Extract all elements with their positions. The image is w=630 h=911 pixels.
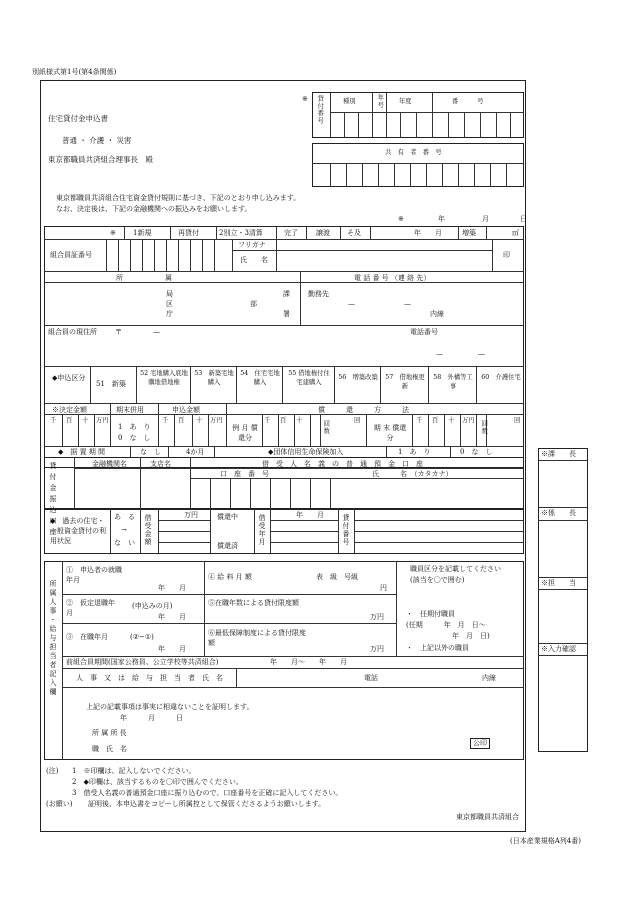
kai-label-1: 回数: [322, 420, 330, 435]
note-2: 2 ◆印欄は、該当するものを〇印で囲んでください。: [72, 778, 243, 786]
period-end-label: 期 末 償還分: [373, 424, 407, 442]
hr-q4-yen: 円: [380, 584, 387, 592]
borrow-amount-unit: 万円: [184, 511, 198, 519]
period-use-nashi: 0 な し: [118, 434, 151, 442]
bank-name-label: 金融機関名: [92, 460, 127, 468]
home-phone-dash-2: —: [478, 350, 485, 358]
hr-q4-label: ④ 給 料 月 額: [208, 573, 252, 581]
category-other: ・ 上記以外の職員: [406, 644, 469, 652]
monthly-repay-label: 例 月 償還分: [232, 424, 258, 442]
certify-statement: 上記の記載事項は事実に相違ないことを証明します。: [86, 703, 254, 711]
purpose-60: 60 介護住宅: [481, 374, 521, 381]
request-lead: (お願い): [46, 800, 73, 808]
digit-hyaku-3: 百: [280, 417, 287, 424]
type-retro: そ及: [347, 229, 361, 237]
insurance-ari: 1 あ り: [398, 448, 431, 456]
digit-juu-4: 十: [448, 417, 455, 424]
hr-q2-ym: 年 月: [158, 613, 186, 621]
hr-q6-label: ⑥最低保障制度による貸付限度額: [208, 629, 306, 647]
loan-no-side: 貸付番号: [316, 95, 324, 125]
purpose-label: ◆申込区分: [52, 374, 86, 382]
intro-line-1: 東京都職員共済組合住宅資金貸付規則に基づき、下記のとおり申し込みます。: [56, 194, 301, 202]
app-amount-label: 申込金額: [172, 406, 200, 414]
stamp-input-check: ※入力確認: [541, 645, 576, 653]
type-ym: 年 月: [414, 229, 442, 237]
digit-man-4: 万円: [462, 417, 475, 424]
form-title: 住宅貸付金申込書: [48, 114, 108, 123]
hr-q3-label: ③ 在職年月: [66, 633, 108, 641]
digit-sen-4: 千: [416, 417, 423, 424]
category-note: (該当を〇で囲む): [410, 576, 465, 584]
digit-sen-2: 千: [162, 417, 169, 424]
date-star: ※: [398, 215, 404, 223]
bank-side-label: 貸付金振込口座: [49, 462, 57, 539]
type-new: 1新規: [133, 229, 152, 237]
stamp-kakaricho: ※係 長: [541, 509, 576, 517]
hr-q5-unit: 万円: [370, 613, 384, 621]
purpose-53: 53 新築宅地購入: [194, 370, 234, 386]
addressee: 東京都職員共済組合理事長 殿: [48, 155, 153, 164]
home-phone-label: 電話番号: [410, 328, 438, 336]
type-complete: 完了: [284, 229, 298, 237]
date-month: 月: [482, 215, 489, 223]
affiliation-kyoku: 局: [166, 290, 173, 298]
hr-q3-calc: (②−①): [130, 633, 154, 641]
hr-q2-label: ② 仮定退職年月: [66, 599, 115, 617]
digit-sen-1: 千: [50, 417, 57, 424]
borrow-ym: 年 月: [296, 511, 324, 519]
prior-service-ym: 年 月〜 年 月: [270, 658, 347, 666]
hr-q3-ym: 年 月: [158, 645, 186, 653]
purpose-54: 54 住宅宅地購入: [240, 370, 280, 386]
decision-amount-label: ※決定金額: [52, 406, 87, 414]
digit-juu-1: 十: [82, 417, 89, 424]
phone-ext-label: 内線: [430, 310, 444, 318]
home-phone-dash-1: —: [436, 350, 443, 358]
type-extension: 増築: [462, 229, 476, 237]
digit-juu-3: 十: [296, 417, 303, 424]
past-loan-label: ◆ 過去の住宅・一般資金貸付の利用状況: [50, 517, 106, 546]
notes-lead: (注): [46, 767, 59, 775]
name-label: 氏 名: [240, 256, 268, 264]
note-1: 1 ※印欄は、記入しないでください。: [72, 767, 196, 775]
note-3: 3 借受人名義の普通預金口座に振り込むので、口座番号を正確に記入してください。: [72, 789, 343, 797]
category-title: 職員区分を記載してください: [410, 565, 501, 573]
category-fixed-term: ・ 任期付職員: [406, 610, 455, 618]
affiliation-sho: 署: [283, 310, 290, 318]
digit-sen-3: 千: [264, 417, 271, 424]
seal-mark: 印: [503, 251, 510, 259]
office-phone-label: 勤務先: [308, 290, 329, 298]
postal-dash: —: [153, 328, 160, 336]
certify-date: 年 月 日: [120, 714, 183, 722]
kai-unit-2: 回: [514, 417, 521, 424]
past-arrow: →: [121, 526, 127, 534]
loan-no-nendo: 年度: [399, 98, 412, 105]
insurance-nashi: 0 な し: [460, 448, 493, 456]
digit-hyaku-1: 百: [66, 417, 73, 424]
hr-q4-table: 表 級 号級: [316, 573, 358, 581]
affiliation-cho: 庁: [166, 310, 173, 318]
past-loan-no-label: 貸付番号: [342, 514, 350, 546]
official-seal: 公印: [470, 738, 490, 749]
affiliation-ka: 課: [283, 290, 290, 298]
kai-unit-1: 回: [354, 417, 361, 424]
hr-q2-note: (申込みの月): [132, 602, 173, 610]
stamp-column: [538, 448, 588, 752]
hr-person-label: 人 事 又 は 給 与 担 当 者 氏 名: [76, 674, 223, 682]
period-use-ari: 1 あ り: [118, 423, 151, 431]
purpose-56: 56 増築改築: [338, 374, 378, 381]
defer-nashi: な し: [140, 448, 161, 456]
past-aru: あ る: [114, 513, 135, 521]
repaid-label: 償還済: [217, 542, 238, 550]
date-day: 日: [520, 215, 527, 223]
digit-hyaku-4: 百: [432, 417, 439, 424]
phone-dash-2: —: [404, 300, 411, 308]
affiliation-bu: 部: [250, 300, 257, 308]
digit-man-2: 万円: [210, 417, 223, 424]
insurance-label: ◆団体信用生命保険加入: [268, 448, 344, 456]
hr-q5-label: ⑤在職年数による貸付限度額: [208, 599, 299, 607]
digit-juu-2: 十: [196, 417, 203, 424]
in-repay-label: 償還中: [217, 513, 238, 521]
kai-label-2: 回数: [480, 420, 488, 435]
org-name: 東京都職員共済組合: [456, 813, 519, 821]
account-holder-label: 氏 名 （カタカナ）: [372, 470, 453, 478]
chief-label: 所 属 所 長: [92, 729, 127, 737]
intro-line-2: なお、決定後は、下記の金融機関への振込みをお願いします。: [56, 205, 252, 213]
loan-no-bango: 番 号: [452, 98, 484, 105]
defer-label: ◆ 据 置 期 間: [58, 448, 106, 456]
main-table: [44, 226, 524, 468]
loan-type-line: 普通 ・ 介護 ・ 災害: [62, 136, 132, 145]
star-mark: ※: [302, 95, 308, 103]
digit-man-1: 万円: [96, 417, 109, 424]
purpose-55: 55 借地権付住宅建購入: [288, 370, 330, 386]
hr-q6-unit: 万円: [370, 645, 384, 653]
purpose-58: 58 外構等工事: [433, 374, 473, 390]
purpose-51: 51 新築: [96, 380, 126, 388]
request-text: 証明後、本申込書をコピーし所属控として保管くださるようお願いします。: [88, 800, 326, 808]
loan-no-shubetsu: 種別: [343, 98, 356, 105]
hr-tel-label: 電話: [364, 674, 378, 682]
digit-hyaku-2: 百: [178, 417, 185, 424]
category-term-to: 年 月 日): [452, 632, 490, 640]
hr-q1-label: ① 申込者の就職年月: [66, 566, 122, 584]
type-sqm: ㎡: [512, 229, 519, 237]
hr-q1-ym: 年 月: [158, 584, 186, 592]
type-star: ※: [110, 229, 116, 237]
stamp-tanto: ※担 当: [541, 579, 576, 587]
type-transfer: 譲渡: [316, 229, 330, 237]
chief-name-label: 職 氏 名: [92, 745, 127, 753]
branch-label: 支店名: [150, 460, 171, 468]
date-year: 年: [438, 215, 445, 223]
form-number: 別紙様式第1号(第4条関係): [32, 68, 117, 76]
account-header: 借 受 人 名 義 の 普 通 預 金 口 座: [262, 460, 423, 468]
borrow-amount-label: 借受金額: [144, 514, 152, 546]
phone-dash-1: —: [348, 300, 355, 308]
past-nai: な い: [114, 539, 135, 547]
address-label: 組合員の現住所: [48, 328, 97, 336]
phone-header: 電 話 番 号 （連 絡 先）: [354, 274, 431, 282]
postal-mark: 〒: [115, 328, 122, 336]
stamp-kacho: ※課 長: [541, 450, 576, 458]
period-use-label: 期末併用: [116, 406, 144, 414]
affiliation-ku: 区: [166, 300, 173, 308]
hr-side-label: 所属人事・給与担当者記入欄: [49, 580, 57, 697]
borrow-date-label: 借受年月: [258, 514, 266, 546]
category-term-from: (任期 年 月 日〜: [406, 621, 486, 629]
purpose-52: 52 宅地購入底地 購地借地権: [140, 370, 188, 386]
affiliation-header: 所 属: [116, 274, 172, 282]
paper-standard: (日本産業規格A列4番): [510, 837, 581, 845]
coowner-header: 共 有 者 番 号: [385, 149, 442, 156]
type-reloan: 再貸付: [178, 229, 199, 237]
purpose-57: 57 借地権更新: [385, 374, 425, 390]
defer-four-months: 4か月: [186, 448, 205, 456]
type-separate: 2別立・3清算: [219, 229, 263, 237]
loan-no-nen: 年号: [376, 94, 384, 109]
account-no-label: 口 座 番 号: [220, 470, 269, 478]
prior-service-label: 前組合員期間(国家公務員、公立学校等共済組合): [66, 658, 219, 666]
member-no-label: 組合員証番号: [50, 251, 92, 259]
repay-method-header: 償 還 方 法: [318, 406, 409, 414]
furigana-label: フリガナ: [238, 241, 266, 249]
hr-naisen-label: 内線: [482, 674, 496, 682]
